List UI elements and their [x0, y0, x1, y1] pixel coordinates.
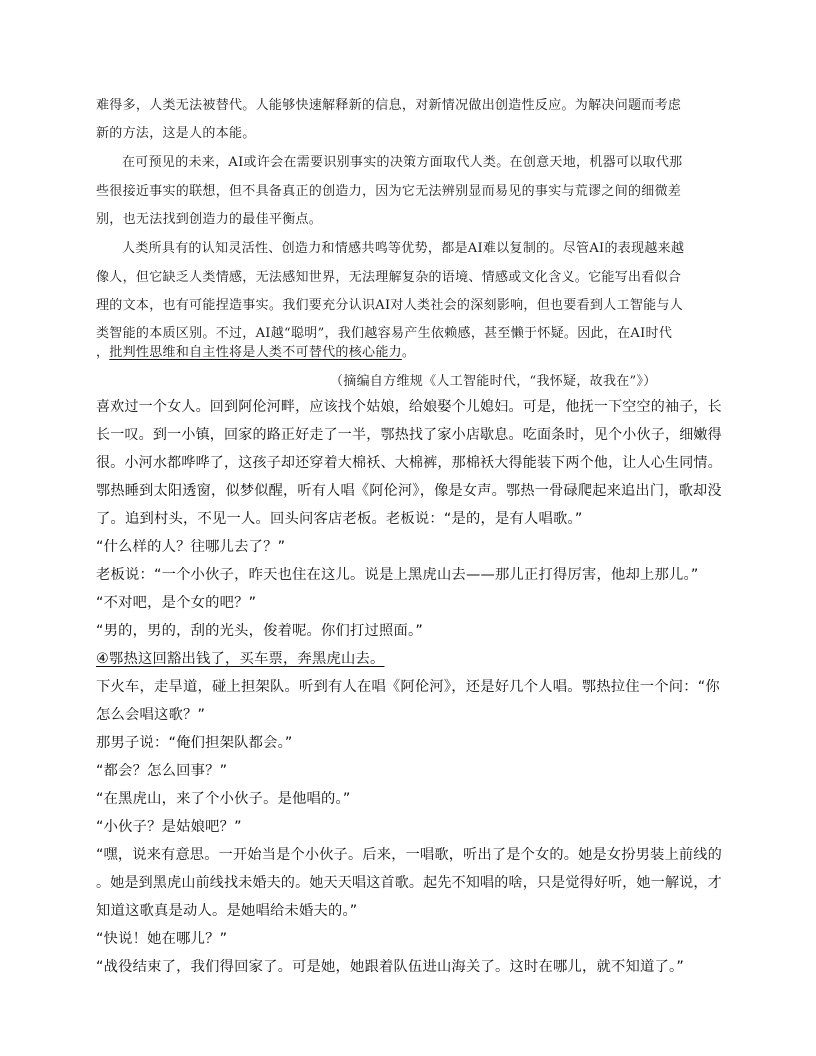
story-line-13: 那男子说：“俺们担架队都会。”	[96, 735, 293, 751]
story-line-9: “男的，男的，刮的光头，俊着呢。你们打过照面。”	[96, 623, 423, 639]
essay-p3-line-5	[96, 341, 415, 360]
story-line-1: 喜欢过一个女人。回到阿伦河畔，应该找个姑娘，给娘娶个儿媳妇。可是，他抚一下空空的袖子，长	[96, 399, 722, 415]
essay-p3-line-3: 理的文本，也有可能捏造事实。我们要充分认识AI对人类社会的深刻影响，但也要看到人工智能与人	[96, 298, 684, 313]
essay-source: （摘编自方维规《人工智能时代，“我怀疑，故我在”》）	[330, 374, 657, 389]
story-line-14: “都会？怎么回事？”	[96, 763, 228, 779]
story-line-12: 怎么会唱这歌？”	[96, 707, 206, 723]
essay-p2-line-1: 在可预见的未来，AI或许会在需要识别事实的决策方面取代人类。在创意天地，机器可以取代那	[122, 155, 683, 170]
story-line-11: 下火车，走旱道，碰上担架队。听到有人在唱《阿伦河》，还是好几个人唱。鄂热拉住一个问：“你	[96, 679, 720, 695]
story-line-18: 。她是到黑虎山前线找未婚夫的。她天天唱这首歌。起先不知唱的啥，只是觉得好听，她一解说，才	[96, 875, 722, 891]
essay-p1-line-1: 难得多，人类无法被替代。人能够快速解释新的信息，对新情况做出创造性反应。为解决问题而考虑	[96, 98, 682, 113]
story-line-6: “什么样的人？往哪儿去了？”	[96, 539, 286, 555]
essay-p3-line-2: 像人，但它缺乏人类情感，无法感知世界，无法理解复杂的语境、情感或文化含义。它能写出看似合	[96, 270, 682, 285]
story-line-2: 长一叹。到一小镇，回家的路正好走了一半，鄂热找了家小店歇息。吃面条时，见个小伙子，细嫩得	[96, 427, 722, 443]
essay-p1-line-2: 新的方法，这是人的本能。	[96, 126, 256, 141]
story-line-17: “嘿，说来有意思。一开始当是个小伙子。后来，一唱歌，听出了是个女的。她是女扮男装上前线的	[96, 847, 722, 863]
story-line-5: 了。追到村头，不见一人。回头问客店老板。老板说：“是的，是有人唱歌。”	[96, 511, 583, 527]
story-line-20: “快说！她在哪儿？”	[96, 931, 228, 947]
essay-p3-line-1: 人类所具有的认知灵活性、创造力和情感共鸣等优势，都是AI难以复制的。尽管AI的表现越来越	[122, 241, 685, 256]
story-underlined-sentence: ④鄂热这回豁出钱了，买车票，奔黑虎山去。	[96, 651, 385, 667]
story-line-16: “小伙子？是姑娘吧？”	[96, 819, 242, 835]
essay-p3-prefix: ，	[96, 345, 110, 360]
essay-p3-line-4: 类智能的本质区别。不过，AI越“聪明”，我们越容易产生依赖感，甚至懒于怀疑。因此，在AI时代	[96, 326, 673, 341]
essay-key-conclusion: 批判性思维和自主性将是人类不可替代的核心能力	[109, 345, 402, 360]
essay-p2-line-3: 别，也无法找到创造力的最佳平衡点。	[96, 212, 323, 227]
story-line-4: 鄂热睡到太阳透窗，似梦似醒，听有人唱《阿伦河》，像是女声。鄂热一骨碌爬起来追出门，歌却没	[96, 483, 722, 499]
story-line-21: “战役结束了，我们得回家了。可是她，她跟着队伍进山海关了。这时在哪儿，就不知道了。”	[96, 959, 684, 975]
essay-p2-line-2: 些很接近事实的联想，但不具备真正的创造力，因为它无法辨别显而易见的事实与荒谬之间的细微差	[96, 184, 682, 199]
story-line-3: 很。小河水都哗哗了，这孩子却还穿着大棉袄、大棉裤，那棉袄大得能装下两个他，让人心生同情。	[96, 455, 722, 471]
essay-p3-suffix: 。	[401, 345, 416, 360]
story-line-7: 老板说：“一个小伙子，昨天也住在这儿。说是上黑虎山去——那儿正打得厉害，他却上那儿。”	[96, 567, 699, 583]
story-line-15: “在黑虎山，来了个小伙子。是他唱的。”	[96, 791, 351, 807]
story-line-19: 知道这歌真是动人。是她唱给未婚夫的。”	[96, 903, 358, 919]
story-line-8: “不对吧，是个女的吧？”	[96, 595, 257, 611]
